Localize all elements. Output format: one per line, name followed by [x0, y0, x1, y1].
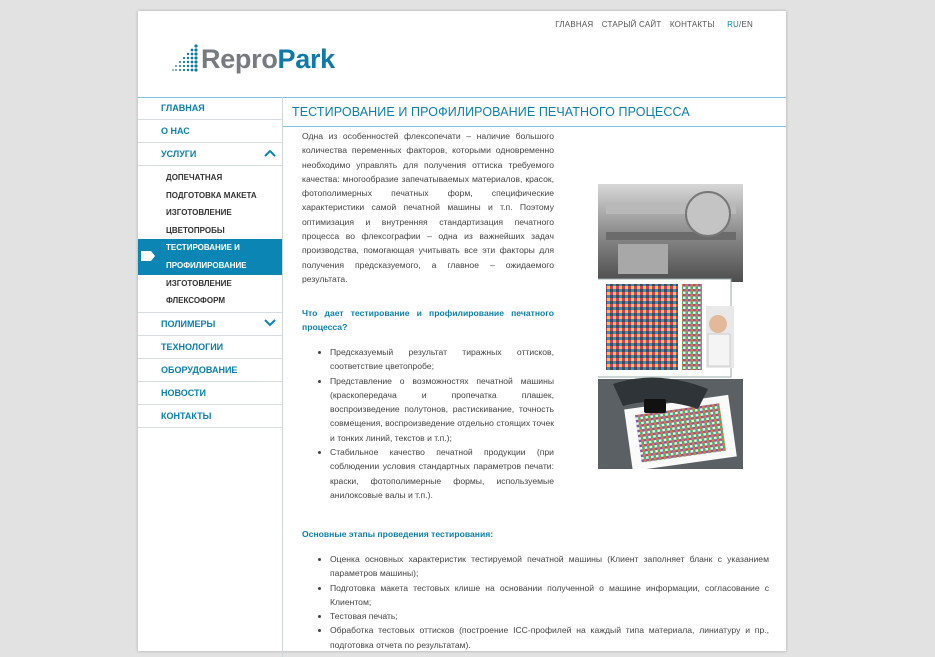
lang-ru-link[interactable]: RU	[727, 20, 740, 29]
lang-en-link[interactable]: EN	[741, 20, 753, 29]
main-content	[283, 97, 786, 650]
sidebar-item-polymers-label: ПОЛИМЕРЫ	[161, 318, 216, 329]
printing-collage-image	[598, 184, 748, 469]
topnav-old-site-link[interactable]: СТАРЫЙ САЙТ	[601, 20, 662, 29]
logo-text-park: Park	[277, 44, 335, 74]
sidebar-item-services-label: УСЛУГИ	[161, 149, 197, 159]
topnav-contacts-link[interactable]: КОНТАКТЫ	[669, 20, 715, 29]
steps-list	[302, 552, 769, 652]
topnav-home-link[interactable]: ГЛАВНАЯ	[555, 20, 594, 29]
sidebar-item-about[interactable]: О НАС	[138, 120, 282, 143]
intro-paragraph: Одна из особенностей флексопечати – наличие большого количества переменных факторов, которыми одновременно необходимо управлять для получения оттиска требуемого качества: многообразие запечатываемых материалов, красок, фотополимерных печатных форм, специфические характеристики самой печатной машины и т.п. Поэтому оптимизация и внутренняя стандартизация печатного процесса во флексографии – одна из важнейших задач производства, помогающая учитывать все эти факторы для получения предсказуемого, а главное – ожидаемого результата.	[302, 131, 554, 284]
page-title: ТЕСТИРОВАНИЕ И ПРОФИЛИРОВАНИЕ ПЕЧАТНОГО ПРОЦЕССА	[292, 105, 690, 119]
steps-heading: Основные этапы проведения тестирования:	[302, 529, 494, 539]
submenu-item-proofs-line1[interactable]: ИЗГОТОВЛЕНИЕ	[166, 208, 232, 218]
logo-text-repro: Repro	[201, 44, 278, 74]
submenu-item-proofs-line2[interactable]: ЦВЕТОПРОБЫ	[166, 225, 225, 235]
sidebar-item-home[interactable]: ГЛАВНАЯ	[138, 97, 282, 120]
benefits-heading: Что дает тестирование и профилирование печатного процесса?	[302, 308, 554, 333]
sidebar-item-services[interactable]	[138, 143, 282, 166]
chevron-up-icon[interactable]	[264, 148, 276, 158]
submenu-item-layout-prep[interactable]: ПОДГОТОВКА МАКЕТА	[166, 190, 257, 200]
sidebar-item-contacts[interactable]: КОНТАКТЫ	[138, 405, 282, 428]
lang-separator: /	[739, 20, 742, 29]
submenu-item-flexo-line2[interactable]: ФЛЕКСОФОРМ	[166, 296, 225, 306]
language-switcher	[727, 20, 753, 29]
list-item: • Стабильное качество печатной продукции (при соблюдении условия стандартных параметров печати: краски, фотополимерные формы, используемые анилоксовые валы и т.п.).	[330, 445, 554, 502]
list-item: • Представление о возможностях печатной машины (краскопередача и пропечатка плашек, воспроизведение полутонов, растискивание, точность совмещения, воспроизведение отдельно стоящих точек и тонких линий, текстов и т.п.);	[330, 374, 554, 445]
page-container	[138, 11, 786, 651]
chevron-down-icon[interactable]	[264, 318, 276, 328]
title-divider	[283, 126, 786, 127]
list-item: • Обработка тестовых оттисков (построение ICC-профилей на каждый типа материала, линиатуру и пр., подготовка отчета по результатам).	[330, 623, 769, 652]
logo-text	[201, 44, 335, 75]
list-item: • Предсказуемый результат тиражных оттисков, соответствие цветопробе;	[330, 345, 554, 374]
top-navigation	[549, 20, 753, 29]
list-item: • Оценка основных характеристик тестируемой печатной машины (Клиент заполняет бланк с указанием параметров машины);	[330, 552, 769, 581]
benefits-list	[302, 345, 554, 502]
submenu-item-testing-line1: ТЕСТИРОВАНИЕ И	[166, 243, 240, 253]
list-item: • Тестовая печать;	[330, 609, 769, 623]
sidebar-item-polymers[interactable]	[138, 312, 282, 336]
sidebar-item-equipment[interactable]: ОБОРУДОВАНИЕ	[138, 359, 282, 382]
logo-dots-icon	[172, 43, 200, 73]
sidebar-item-technologies[interactable]: ТЕХНОЛОГИИ	[138, 336, 282, 359]
submenu-item-testing-line2: ПРОФИЛИРОВАНИЕ	[166, 260, 247, 270]
submenu-item-flexo-line1[interactable]: ИЗГОТОВЛЕНИЕ	[166, 278, 232, 288]
submenu-item-prepress[interactable]: ДОПЕЧАТНАЯ	[166, 173, 223, 182]
list-item: • Подготовка макета тестовых клише на основании полученной о машине информации, согласование с Клиентом;	[330, 581, 769, 610]
submenu-item-testing-active[interactable]	[138, 239, 282, 274]
sidebar-menu	[138, 97, 282, 428]
sidebar	[138, 97, 283, 657]
sidebar-item-news[interactable]: НОВОСТИ	[138, 382, 282, 405]
